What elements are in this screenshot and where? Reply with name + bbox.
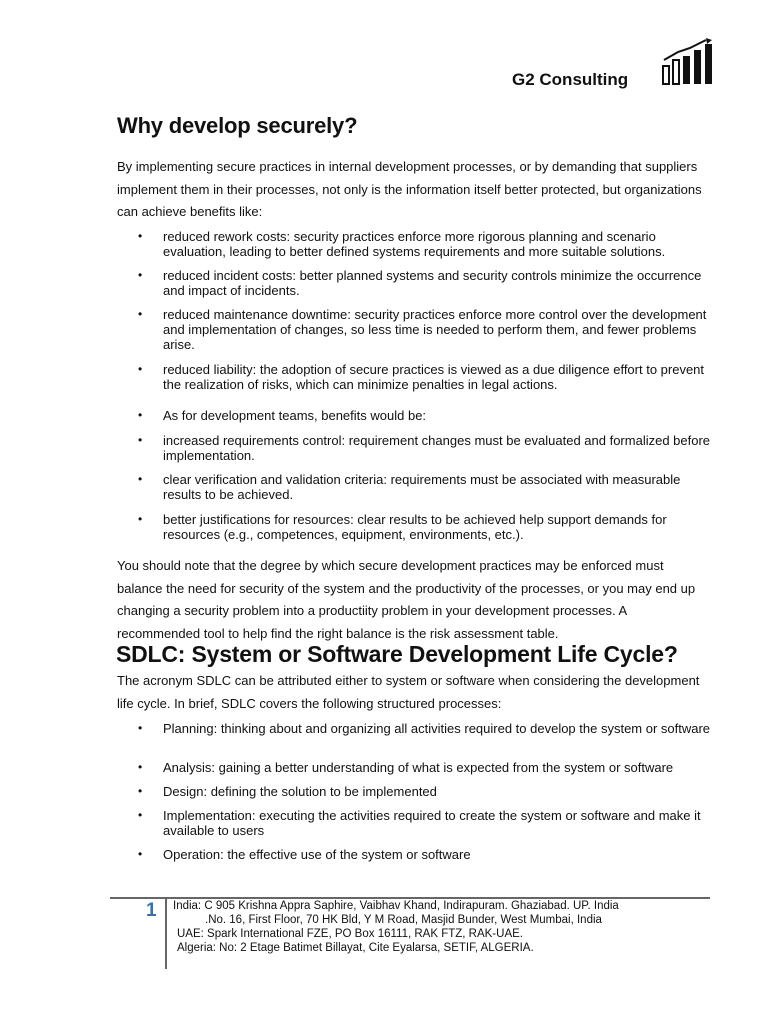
list-item: • reduced maintenance downtime: security practices enforce more control over the development and implementation of changes, so less time is needed to perform them, and fewer problems arise. [117, 307, 712, 352]
section-title-why-secure: Why develop securely? [117, 113, 358, 138]
intro-paragraph: By implementing secure practices in internal development processes, or by demanding that suppliers implement them in their processes, not only is the information itself better protected, but organizations can achieve benefits like: [117, 159, 702, 219]
list-item: • Design: defining the solution to be implemented [117, 784, 712, 799]
footer-address-india-1: India: C 905 Krishna Appra Saphire, Vaibhav Khand, Indirapuram. Ghaziabad. UP. India [173, 900, 619, 912]
list-item: • Planning: thinking about and organizing all activities required to develop the system or software [117, 721, 712, 736]
company-name: G2 Consulting [512, 70, 629, 89]
sdlc-intro-paragraph: The acronym SDLC can be attributed either to system or software when considering the development life cycle. In brief, SDLC covers the following structured processes: [117, 673, 700, 711]
list-item: • Operation: the effective use of the system or software [117, 847, 712, 862]
list-item: • As for development teams, benefits would be: [117, 408, 712, 423]
list-item: • reduced incident costs: better planned systems and security controls minimize the occurrence and impact of incidents. [117, 268, 712, 298]
list-item: • better justifications for resources: clear results to be achieved help support demands for resources (e.g., competences, equipment, environments, etc.). [117, 512, 712, 542]
footer-address-uae: UAE: Spark International FZE, PO Box 16111, RAK FTZ, RAK-UAE. [177, 928, 523, 940]
footer-address-india-2: .No. 16, First Floor, 70 HK Bld, Y M Road, Masjid Bunder, West Mumbai, India [205, 914, 602, 926]
list-item: • increased requirements control: requirement changes must be evaluated and formalized before implementation. [117, 433, 712, 463]
list-item: • reduced rework costs: security practices enforce more rigorous planning and scenario evaluation, leading to better defined systems requirements and more suitable solutions. [117, 229, 712, 259]
list-item: • Implementation: executing the activities required to create the system or software and make it available to users [117, 808, 712, 838]
growth-chart-logo-icon [660, 38, 714, 88]
footer-vertical-divider [165, 897, 167, 969]
footer-address-algeria: Algeria: No: 2 Etage Batimet Billayat, Cite Eyalarsa, SETIF, ALGERIA. [177, 942, 534, 954]
list-item: • Analysis: gaining a better understanding of what is expected from the system or software [117, 760, 712, 775]
list-item: • clear verification and validation criteria: requirements must be associated with measurable results to be achieved. [117, 472, 712, 502]
list-item: • reduced liability: the adoption of secure practices is viewed as a due diligence effort to prevent the realization of risks, which can minimize penalties in legal actions. [117, 362, 712, 392]
page-number: 1 [146, 900, 157, 921]
section-title-sdlc: SDLC: System or Software Development Life Cycle? [116, 641, 678, 667]
closing-paragraph: You should note that the degree by which secure development practices may be enforced must balance the need for security of the system and the productivity of the processes, or you may end up changing a security problem into a productiity problem in your development processes. A recommended tool to help find the right balance is the risk assessment table. [117, 558, 696, 641]
